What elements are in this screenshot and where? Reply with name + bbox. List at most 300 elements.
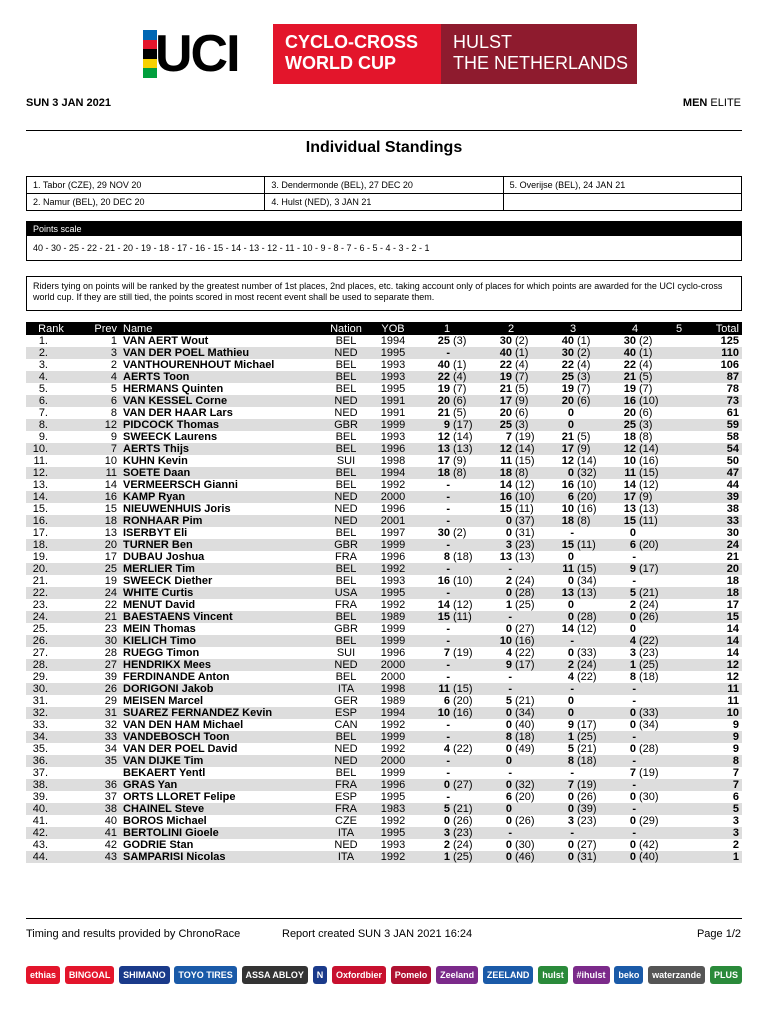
race-result-cell (542, 635, 604, 647)
column-header: Name (120, 322, 320, 335)
nation: FRA (335, 599, 357, 611)
race5-cell (666, 335, 692, 347)
race-points: 3 (505, 539, 512, 551)
nation-cell (320, 383, 372, 395)
race-points: 12 (499, 443, 512, 455)
race-result-cell (542, 839, 604, 851)
yob-cell (372, 431, 414, 443)
total-cell (692, 815, 742, 827)
race-place: (14) (515, 443, 535, 455)
yob: 1995 (380, 383, 406, 395)
race-place: (20) (453, 695, 473, 707)
nation: BEL (335, 335, 357, 347)
yob: 1995 (380, 791, 406, 803)
race-points: 16 (623, 395, 636, 407)
prev-rank: 13 (104, 527, 117, 539)
race-place: (39) (577, 803, 597, 815)
race-points: 20 (623, 407, 636, 419)
race-place: (18) (453, 551, 473, 563)
race-date: SUN 3 JAN 2021 (26, 97, 111, 109)
rank: 38. (32, 779, 48, 791)
race-result-cell (480, 347, 542, 359)
rank-cell (26, 647, 76, 659)
nation: BEL (335, 467, 357, 479)
events-table (26, 176, 742, 211)
rank-cell (26, 455, 76, 467)
events-row (27, 177, 742, 194)
race-result-cell (542, 851, 604, 863)
race-points: 2 (629, 599, 636, 611)
table-row (26, 695, 742, 707)
race-place: (30) (639, 791, 659, 803)
total: 1 (732, 851, 739, 863)
rider-name: SWEECK Diether (123, 575, 213, 587)
race-place: (1) (577, 335, 591, 347)
rank: 25. (32, 623, 48, 635)
nation: NED (334, 755, 358, 767)
yob-cell (372, 779, 414, 791)
rank: 28. (32, 659, 48, 671)
race-place: (8) (515, 467, 529, 479)
race-result-cell (414, 527, 480, 539)
rank-cell (26, 839, 76, 851)
rider-name: VANTHOURENHOUT Michael (123, 359, 275, 371)
nation-cell (320, 719, 372, 731)
race5-cell (666, 563, 692, 575)
prev-rank: 40 (104, 815, 117, 827)
yob-cell (372, 551, 414, 563)
nation: FRA (335, 779, 357, 791)
race-points: - (446, 791, 450, 803)
rider-name: ISERBYT Eli (123, 527, 188, 539)
race-place: (27) (515, 623, 535, 635)
race-points: 2 (443, 839, 450, 851)
yob-cell (372, 515, 414, 527)
race-points: - (446, 731, 450, 743)
total: 14 (726, 623, 739, 635)
race-result-cell (604, 779, 666, 791)
race-result-cell (542, 647, 604, 659)
sponsor-logo: Zeeland (436, 966, 478, 984)
race-result-cell (542, 551, 604, 563)
rider-name-cell (120, 467, 320, 479)
race-place: (1) (453, 359, 467, 371)
prev-rank-cell (76, 347, 120, 359)
race-points: 15 (561, 539, 574, 551)
race-points: 5 (505, 695, 512, 707)
rank-cell (26, 695, 76, 707)
table-row (26, 707, 742, 719)
category-level: ELITE (707, 97, 741, 109)
total: 50 (726, 455, 739, 467)
yob: 1992 (380, 815, 406, 827)
rider-name: SOETE Daan (123, 467, 191, 479)
race-place: (5) (453, 407, 467, 419)
rider-name-cell (120, 719, 320, 731)
race-result-cell (414, 599, 480, 611)
sponsor-strip (26, 955, 742, 995)
prev-rank: 27 (104, 659, 117, 671)
rank-cell (26, 587, 76, 599)
uci-logo-text: UCI (155, 25, 239, 83)
race-result-cell (604, 803, 666, 815)
rider-name: HENDRIKX Mees (123, 659, 212, 671)
nation-cell (320, 635, 372, 647)
prev-rank-cell (76, 563, 120, 575)
race5-cell (666, 731, 692, 743)
race-result-cell (542, 779, 604, 791)
total: 3 (732, 827, 739, 839)
race-points: 18 (499, 467, 512, 479)
yob-cell (372, 743, 414, 755)
table-row (26, 767, 742, 779)
nation-cell (320, 575, 372, 587)
yob-cell (372, 563, 414, 575)
race-result-cell (542, 443, 604, 455)
yob: 1992 (380, 851, 406, 863)
yob-cell (372, 443, 414, 455)
race-result-cell (542, 815, 604, 827)
rank: 33. (32, 719, 48, 731)
race-place: (7) (515, 371, 529, 383)
nation: NED (334, 515, 358, 527)
table-row (26, 839, 742, 851)
events-row (27, 194, 742, 211)
prev-rank-cell (76, 527, 120, 539)
prev-rank: 16 (104, 491, 117, 503)
rider-name: MENUT David (123, 599, 196, 611)
nation-cell (320, 455, 372, 467)
sponsor-logo: ethias (26, 966, 60, 984)
event-cell: 2. Namur (BEL), 20 DEC 20 (27, 194, 265, 211)
footer-divider (26, 918, 742, 919)
race-result-cell (542, 731, 604, 743)
nation-cell (320, 791, 372, 803)
rider-name: GRAS Yan (123, 779, 178, 791)
race-result-cell (604, 659, 666, 671)
race5-cell (666, 527, 692, 539)
nation: NED (334, 395, 358, 407)
prev-rank-cell (76, 539, 120, 551)
rider-name: PIDCOCK Thomas (123, 419, 219, 431)
yob-cell (372, 815, 414, 827)
rank: 7. (38, 407, 48, 419)
race-points: 6 (629, 539, 636, 551)
yob: 1996 (380, 503, 406, 515)
rank: 36. (32, 755, 48, 767)
race-points: - (508, 767, 512, 779)
total-cell (692, 791, 742, 803)
race-points: 0 (629, 839, 636, 851)
race-points: 3 (567, 815, 574, 827)
race-points: 40 (561, 335, 574, 347)
rank: 5. (38, 383, 48, 395)
race-result-cell (604, 851, 666, 863)
nation: GER (334, 695, 358, 707)
rider-name-cell (120, 779, 320, 791)
yob-cell (372, 371, 414, 383)
total-cell (692, 755, 742, 767)
prev-rank-cell (76, 431, 120, 443)
rank-cell (26, 539, 76, 551)
race-place: (37) (515, 515, 535, 527)
nation-cell (320, 335, 372, 347)
race5-cell (666, 407, 692, 419)
yob-cell (372, 611, 414, 623)
prev-rank: 7 (110, 443, 117, 455)
race-place: (14) (577, 455, 597, 467)
total: 11 (727, 683, 739, 695)
race-result-cell (480, 827, 542, 839)
race-points: 14 (623, 479, 636, 491)
race-points: 16 (499, 491, 512, 503)
table-row (26, 743, 742, 755)
nation-cell (320, 659, 372, 671)
yob-cell (372, 467, 414, 479)
race5-cell (666, 455, 692, 467)
prev-rank-cell (76, 407, 120, 419)
race-result-cell (542, 371, 604, 383)
race-result-cell (480, 839, 542, 851)
race-result-cell (480, 575, 542, 587)
race-points: 22 (623, 359, 636, 371)
race-points: 30 (561, 347, 574, 359)
race-place: (25) (639, 659, 659, 671)
race-result-cell (480, 611, 542, 623)
race-result-cell (542, 587, 604, 599)
race-result-cell (414, 395, 480, 407)
yob-cell (372, 503, 414, 515)
sponsor-logo: BINGOAL (65, 966, 115, 984)
yob: 1998 (380, 455, 406, 467)
rank-cell (26, 743, 76, 755)
race-points: - (570, 635, 574, 647)
prev-rank-cell (76, 503, 120, 515)
nation-cell (320, 527, 372, 539)
yob: 2000 (380, 671, 406, 683)
race-result-cell (480, 551, 542, 563)
uci-logo (133, 24, 273, 84)
race-place: (12) (577, 623, 597, 635)
total-cell (692, 851, 742, 863)
race-result-cell (414, 491, 480, 503)
race5-cell (666, 503, 692, 515)
race-points: - (508, 563, 512, 575)
race-points: - (446, 623, 450, 635)
race-points: 21 (561, 431, 574, 443)
race-result-cell (604, 839, 666, 851)
page-number: Page 1/2 (696, 928, 741, 940)
race5-cell (666, 803, 692, 815)
race-place: (33) (639, 707, 659, 719)
yob-cell (372, 575, 414, 587)
total-cell (692, 335, 742, 347)
yob: 1996 (380, 779, 406, 791)
race-result-cell (414, 419, 480, 431)
race-place: (9) (515, 395, 529, 407)
rider-name-cell (120, 527, 320, 539)
race-result-cell (414, 467, 480, 479)
yob-cell (372, 407, 414, 419)
race-points: - (570, 683, 574, 695)
yob: 2000 (380, 755, 406, 767)
total: 21 (726, 551, 739, 563)
race-result-cell (480, 563, 542, 575)
nation-cell (320, 587, 372, 599)
prev-rank: 43 (104, 851, 117, 863)
rank-cell (26, 827, 76, 839)
race-points: 9 (567, 719, 574, 731)
race5-cell (666, 575, 692, 587)
rank-cell (26, 503, 76, 515)
race-place: (22) (453, 743, 473, 755)
rider-name-cell (120, 539, 320, 551)
race-result-cell (414, 743, 480, 755)
race-points: 0 (567, 575, 574, 587)
rank: 18. (32, 539, 48, 551)
category-gender: MEN (682, 97, 708, 109)
prev-rank: 20 (104, 539, 117, 551)
race-points: 17 (437, 455, 450, 467)
race-result-cell (542, 599, 604, 611)
rank: 32. (32, 707, 48, 719)
prev-rank-cell (76, 839, 120, 851)
rank: 4. (38, 371, 48, 383)
prev-rank-cell (76, 707, 120, 719)
race-points: 0 (567, 599, 574, 611)
race-points: 0 (505, 719, 512, 731)
rider-name-cell (120, 731, 320, 743)
race-points: 0 (505, 851, 512, 863)
rank-cell (26, 683, 76, 695)
prev-rank-cell (76, 467, 120, 479)
race-result-cell (480, 851, 542, 863)
nation-cell (320, 551, 372, 563)
race-result-cell (542, 419, 604, 431)
race-points: 0 (567, 707, 574, 719)
rank-cell (26, 671, 76, 683)
race-result-cell (604, 419, 666, 431)
divider (26, 130, 742, 131)
prev-rank-cell (76, 803, 120, 815)
race-place: (19) (515, 431, 535, 443)
race-result-cell (604, 623, 666, 635)
prev-rank: 4 (110, 371, 117, 383)
race-result-cell (542, 335, 604, 347)
event-cell: 4. Hulst (NED), 3 JAN 21 (265, 194, 503, 211)
points-scale-label: Points scale (27, 222, 741, 236)
race-points: 0 (567, 611, 574, 623)
race-result-cell (480, 479, 542, 491)
rider-name-cell (120, 515, 320, 527)
race-points: 0 (505, 755, 512, 767)
race-points: - (508, 611, 512, 623)
race5-cell (666, 395, 692, 407)
race5-cell (666, 659, 692, 671)
race-points: 6 (443, 695, 450, 707)
column-header: YOB (372, 322, 414, 335)
race-points: 8 (505, 731, 512, 743)
event-name (273, 24, 441, 84)
total: 9 (732, 719, 739, 731)
race-place: (20) (639, 539, 659, 551)
race-place: (40) (639, 851, 659, 863)
race-place: (28) (515, 587, 535, 599)
nation: NED (334, 347, 358, 359)
rider-name: NIEUWENHUIS Joris (123, 503, 231, 515)
race-result-cell (480, 467, 542, 479)
race-result-cell (542, 719, 604, 731)
race-place: (23) (639, 647, 659, 659)
total-cell (692, 371, 742, 383)
yob: 2000 (380, 659, 406, 671)
rider-name: VAN DER POEL David (123, 743, 238, 755)
yob: 1993 (380, 839, 406, 851)
race-result-cell (604, 563, 666, 575)
prev-rank-cell (76, 647, 120, 659)
race-place: (27) (453, 779, 473, 791)
race-result-cell (604, 767, 666, 779)
race-place: (17) (453, 419, 473, 431)
event-cell: 3. Dendermonde (BEL), 27 DEC 20 (265, 177, 503, 194)
race5-cell (666, 587, 692, 599)
rider-name-cell (120, 647, 320, 659)
race-place: (21) (577, 743, 597, 755)
rider-name: VERMEERSCH Gianni (123, 479, 238, 491)
rank: 26. (32, 635, 48, 647)
prev-rank-cell (76, 827, 120, 839)
table-row (26, 431, 742, 443)
total-cell (692, 611, 742, 623)
yob-cell (372, 623, 414, 635)
race-result-cell (604, 683, 666, 695)
rank-cell (26, 515, 76, 527)
total-cell (692, 563, 742, 575)
rider-name-cell (120, 791, 320, 803)
race-points: 0 (505, 707, 512, 719)
table-row (26, 803, 742, 815)
prev-rank: 28 (104, 647, 117, 659)
event-name-line1: CYCLO-CROSS (285, 32, 419, 52)
prev-rank: 14 (104, 479, 117, 491)
rider-name: VAN DIJKE Tim (123, 755, 204, 767)
race-points: 0 (567, 407, 574, 419)
prev-rank-cell (76, 455, 120, 467)
race-points: 15 (437, 611, 450, 623)
race-place: (15) (515, 455, 535, 467)
rider-name: SAMPARISI Nicolas (123, 851, 226, 863)
race5-cell (666, 479, 692, 491)
prev-rank-cell (76, 383, 120, 395)
table-row (26, 563, 742, 575)
race-result-cell (542, 791, 604, 803)
yob-cell (372, 635, 414, 647)
rider-name-cell (120, 635, 320, 647)
total-cell (692, 431, 742, 443)
race-place: (19) (577, 779, 597, 791)
rider-name: BERTOLINI Gioele (123, 827, 219, 839)
rank-cell (26, 335, 76, 347)
race-points: 12 (561, 455, 574, 467)
nation-cell (320, 611, 372, 623)
sponsor-logo: hulst (538, 966, 568, 984)
prev-rank: 12 (104, 419, 117, 431)
rider-name: ORTS LLORET Felipe (123, 791, 236, 803)
table-row (26, 503, 742, 515)
yob: 2000 (380, 491, 406, 503)
nation: BEL (335, 575, 357, 587)
race-points: 0 (567, 851, 574, 863)
